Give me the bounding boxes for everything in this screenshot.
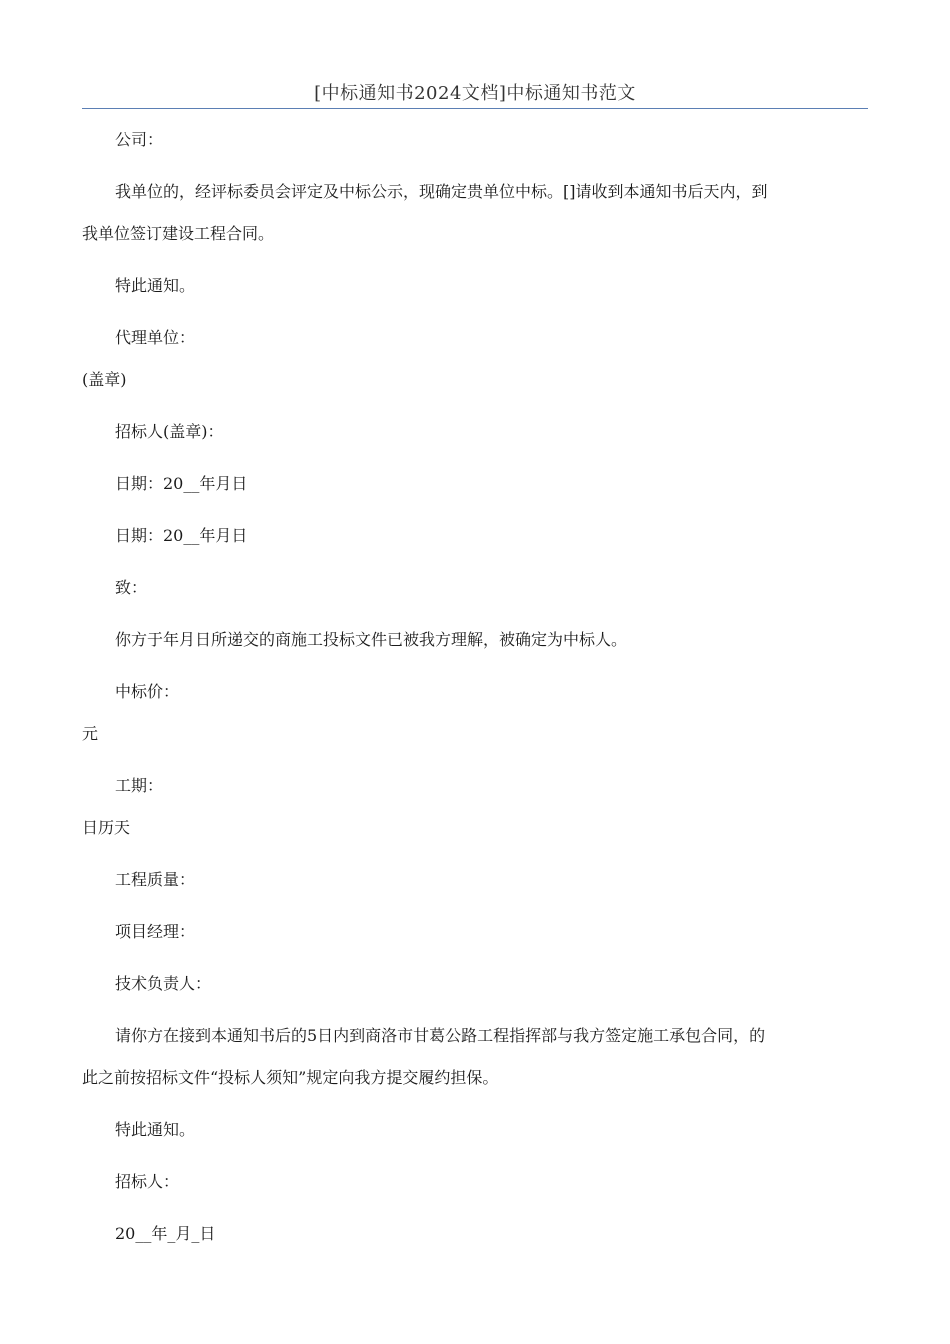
- to-label: 致：: [115, 578, 148, 597]
- duration-label: 工期：: [115, 776, 164, 795]
- paragraph-contract-line-2: 此之前按招标文件“投标人须知”规定向我方提交履约担保。: [82, 1068, 499, 1087]
- seal-note: (盖章): [82, 370, 127, 389]
- document-title: [中标通知书2024文档]中标通知书范文: [314, 83, 636, 104]
- tenderer-seal-label: 招标人(盖章)：: [115, 422, 224, 441]
- addressee-company: 公司：: [115, 130, 164, 149]
- date-line-1: 日期：20__年月日: [115, 474, 248, 493]
- date-line-2: 日期：20__年月日: [115, 526, 248, 545]
- closing-notice-2: 特此通知。: [115, 1120, 196, 1139]
- bid-price-label: 中标价：: [115, 682, 180, 701]
- signature-date: 20__年_月_日: [115, 1224, 216, 1243]
- technical-lead-label: 技术负责人：: [115, 974, 212, 993]
- tenderer-label: 招标人：: [115, 1172, 180, 1191]
- project-manager-label: 项目经理：: [115, 922, 196, 941]
- paragraph-notice-line-2: 我单位签订建设工程合同。: [82, 224, 275, 243]
- currency-unit: 元: [82, 724, 99, 743]
- paragraph-contract-line-1: 请你方在接到本通知书后的5日内到商洛市甘葛公路工程指挥部与我方签定施工承包合同，的: [115, 1026, 766, 1045]
- page-header: [82, 80, 868, 109]
- calendar-days-unit: 日历天: [82, 818, 131, 837]
- paragraph-notice-line-1: 我单位的，经评标委员会评定及中标公示，现确定贵单位中标。[]请收到本通知书后天内，到: [115, 182, 768, 201]
- agent-unit-label: 代理单位：: [115, 328, 196, 347]
- paragraph-bid-accepted: 你方于年月日所递交的商施工投标文件已被我方理解，被确定为中标人。: [115, 630, 628, 649]
- closing-notice: 特此通知。: [115, 276, 196, 295]
- quality-label: 工程质量：: [115, 870, 196, 889]
